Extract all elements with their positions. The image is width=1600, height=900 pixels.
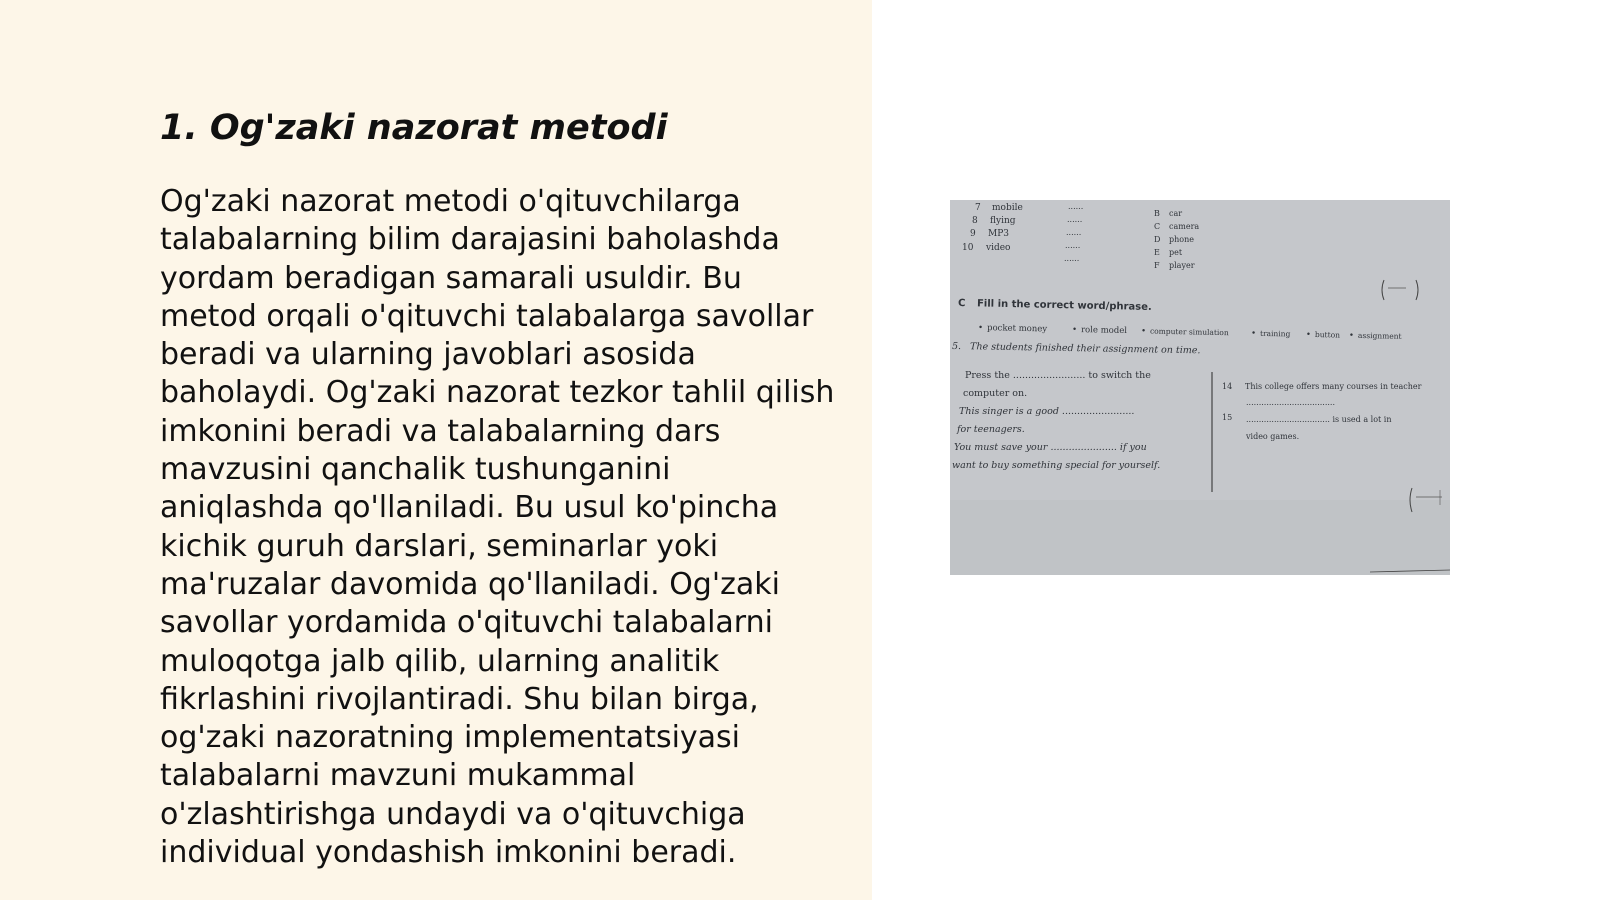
word-bank-bullet: • (1348, 330, 1355, 341)
question-line: want to buy something special for yourself. (952, 460, 1161, 471)
right-item-word: pet (1169, 248, 1183, 257)
question-line: ................................. is used a lot in (1246, 415, 1392, 424)
word-bank-item: button (1314, 330, 1341, 340)
word-bank-bullet: • (1140, 326, 1147, 337)
right-item-letter: F (1154, 261, 1160, 270)
word-bank-bullet: • (1071, 324, 1078, 336)
question-line: computer on. (963, 388, 1028, 399)
dotted-blank: ...... (1064, 254, 1080, 263)
slide-title: 1. Og'zaki nazorat metodi (160, 108, 668, 148)
left-item-num: 9 (970, 229, 976, 239)
question-line: ................................... (1246, 398, 1336, 407)
section-letter: C (957, 297, 966, 310)
word-bank-item: assignment (1357, 330, 1402, 341)
left-item-num: 7 (975, 203, 981, 213)
word-bank-item: pocket money (986, 323, 1048, 335)
slide-body-text: Og'zaki nazorat metodi o'qituvchilarga talabalarning bilim darajasini baholashda yordam beradigan samarali usuldir. Bu metod orqali o'qituvchi talabalarga savollar beradi va ularning javoblari asosida baholaydi. Og'zaki nazorat tezkor tahlil qilish imkonini beradi va talabalarning dars mavzusini qanchalik tushunganini aniqlashda qo'llaniladi. Bu usul ko'pincha kichik guruh darslari, seminarlar yoki ma'ruzalar davomida qo'llaniladi. Og'zaki savollar yordamida o'qituvchi talabalarni muloqotga jalb qilib, ularning analitik fikrlashini rivojlantiradi. Shu bilan birga, og'zaki nazoratning implementatsiyasi talabalarni mavzuni mukammal o'zlashtirishga undaydi va o'qituvchiga individual yondashish imkonini beradi. (160, 184, 835, 871)
right-item-letter: B (1154, 209, 1160, 218)
word-bank-item: computer simulation (1149, 326, 1229, 338)
question-line: for teenagers. (957, 424, 1025, 435)
word-bank-item: training (1259, 328, 1291, 339)
question-number: 15 (1222, 413, 1233, 422)
section-title: Fill in the correct word/phrase. (976, 298, 1152, 314)
question-line: This singer is a good ........................ (959, 406, 1135, 417)
word-bank-bullet: • (1250, 328, 1257, 339)
right-item-letter: C (1154, 222, 1161, 231)
question-number: 14 (1222, 382, 1233, 391)
dotted-blank: ...... (1065, 241, 1081, 250)
worksheet-photo-svg (950, 200, 1450, 575)
right-item-letter: E (1154, 248, 1160, 257)
worksheet-photo (950, 200, 1450, 575)
left-item-word: video (986, 243, 1011, 253)
left-item-word: mobile (992, 203, 1023, 213)
question-line: This college offers many courses in teacher (1245, 382, 1422, 391)
example-text: The students finished their assignment on time. (969, 341, 1201, 357)
dotted-blank: ...... (1067, 215, 1083, 224)
right-item-word: camera (1169, 222, 1200, 231)
right-item-word: phone (1169, 235, 1194, 244)
word-bank-bullet: • (977, 322, 984, 334)
photo-shadow (950, 500, 1450, 575)
question-line: You must save your ...................... if you (954, 442, 1147, 453)
dotted-blank: ...... (1068, 202, 1084, 211)
left-item-word: flying (990, 216, 1016, 226)
question-line: Press the ........................ to switch the (965, 370, 1151, 381)
right-item-letter: D (1154, 235, 1161, 244)
right-item-word: player (1169, 261, 1195, 270)
left-item-word: MP3 (988, 229, 1009, 239)
question-line: video games. (1246, 432, 1300, 441)
word-bank-bullet: • (1305, 329, 1312, 340)
left-item-num: 8 (972, 216, 978, 226)
right-item-word: car (1169, 209, 1183, 218)
left-item-num: 10 (962, 243, 974, 253)
example-number: 5. (951, 340, 962, 353)
dotted-blank: ...... (1066, 228, 1082, 237)
word-bank-item: role model (1080, 325, 1128, 337)
